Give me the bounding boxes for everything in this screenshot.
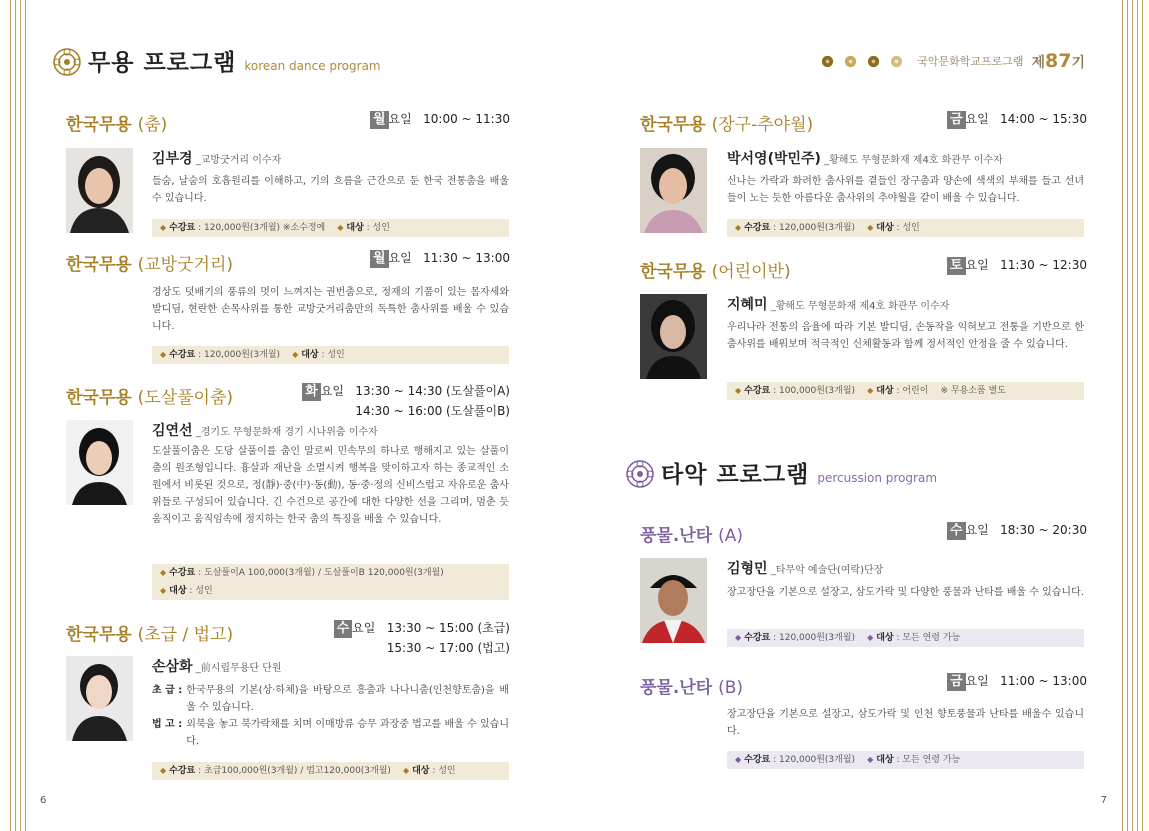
course-title: 한국무용 (춤) <box>66 115 168 135</box>
teacher-name: 김연선 _경기도 무형문화재 경기 시나위춤 이수자 <box>152 423 378 439</box>
section-title: 타악 프로그램 <box>661 462 810 488</box>
course-schedule: 토 요일 11:30 ~ 12:30 <box>947 255 1087 275</box>
teacher-photo <box>640 294 707 379</box>
fee-box: ◆ 수강료 : 초급100,000원(3개월) / 법고120,000(3개월) ◆ 대상 : 성인 <box>152 762 509 780</box>
right-page <box>595 0 1107 831</box>
day-badge: 월 <box>370 111 389 129</box>
teacher-photo <box>66 148 133 233</box>
course-title: 한국무용 (어린이반) <box>640 262 791 282</box>
lotus-icon <box>52 47 82 77</box>
fee-box: ◆ 수강료 : 120,000원(3개월) ※소수정예 ◆ 대상 : 성인 <box>152 219 509 237</box>
teacher-name: 지혜미 _황해도 무형문화재 제4호 화관무 이수자 <box>727 297 950 313</box>
fee-box: ◆ 수강료 : 100,000원(3개월) ◆ 대상 : 어린이 ※ 무용소품 별도 <box>727 382 1084 400</box>
fee-box: ◆ 수강료 : 120,000원(3개월) ◆ 대상 : 모든 연령 가능 <box>727 751 1084 769</box>
page-number-left: 6 <box>40 795 47 806</box>
course-description: 도살풀이춤은 도당 살풀이를 춤인 말로써 민속무의 하나로 행해지고 있는 살풀이춤의 원조형입니다. 흉살과 재난을 소멸시켜 행복을 맞이하고자 하는 종교적인 소원에서 비롯된 것으로, 정(靜)·중(中)·동(動), 동·중·정의 신비스럽고 자유로운 춤사위들로 구성되어 있습니다. 긴 수건으로 공간에 대한 다양한 선을 그리며, 멈춘 듯 움직이고 움직임속에 정지하는 한국 춤의 특징을 배울 수 있습니다. <box>152 446 509 525</box>
flower-icon <box>867 55 880 68</box>
left-page <box>38 0 558 831</box>
day-badge: 화 <box>302 383 321 401</box>
flower-icon <box>844 55 857 68</box>
percussion-section-header <box>625 456 937 489</box>
teacher-name: 박서영(박민주) _황해도 무형문화재 제4호 화관무 이수자 <box>727 151 1003 167</box>
fee-box: ◆ 수강료 : 120,000원(3개월) ◆ 대상 : 성인 <box>152 346 509 364</box>
teacher-photo <box>640 148 707 233</box>
course-description: 경상도 덧배기의 풍류의 멋이 느껴지는 권번춤으로, 정재의 기품이 있는 몸자세와 발디딤, 현란한 손목사위를 통한 교방굿거리춤만의 독특한 춤사위를 배울 수 있습니다. <box>152 287 509 332</box>
flower-icon <box>821 55 834 68</box>
day-badge: 토 <box>947 257 966 275</box>
course-title: 한국무용 (장구-추야월) <box>640 115 814 135</box>
course-description: 신나는 가락과 화려한 춤사위를 곁들인 장구춤과 양손에 색색의 부채를 들고 선녀들이 노는 듯한 아름다운 춤사위의 추야월을 같이 배울 수 있습니다. <box>727 176 1084 204</box>
program-header <box>821 50 1085 72</box>
teacher-photo <box>66 420 133 505</box>
school-name: 국악문화학교프로그램 <box>917 55 1024 68</box>
teacher-photo <box>66 656 133 741</box>
course-schedule: 월 요일 11:30 ~ 13:00 <box>370 248 510 268</box>
section-title: 무용 프로그램 <box>88 50 237 76</box>
course-description: 들숨, 날숨의 호흡원리를 이해하고, 기의 흐름을 근간으로 둔 한국 전통춤을 배울 수 있습니다. <box>152 176 509 204</box>
day-badge: 월 <box>370 250 389 268</box>
teacher-name: 김형민 _타무악 예술단(여락)단장 <box>727 561 884 577</box>
dance-section-header <box>52 44 381 77</box>
course-schedule: 수 요일 18:30 ~ 20:30 <box>947 520 1087 540</box>
section-subtitle: korean dance program <box>244 59 381 73</box>
teacher-photo <box>640 558 707 643</box>
course-title: 한국무용 (도살풀이춤) <box>66 388 233 408</box>
fee-box: ◆ 수강료 : 120,000원(3개월) ◆ 대상 : 모든 연령 가능 <box>727 629 1084 647</box>
fee-box: ◆ 수강료 : 도살풀이A 100,000(3개월) / 도살풀이B 120,000원(3개월) ◆ 대상 : 성인 <box>152 564 509 600</box>
course-schedule: 금 요일 14:00 ~ 15:30 <box>947 109 1087 129</box>
lotus-icon <box>625 459 655 489</box>
course-schedule: 화 요일 13:30 ~ 14:30 (도살풀이A) 14:30 ~ 16:00 (도살풀이B) <box>302 381 510 421</box>
course-description: 장고장단을 기본으로 설장고, 삼도가락 및 다양한 풍물과 난타를 배울 수 있습니다. <box>727 587 1084 598</box>
ordinal: 제87기 <box>1031 50 1085 72</box>
day-badge: 금 <box>947 673 966 691</box>
course-title: 풍물.난타 (A) <box>640 526 743 546</box>
section-subtitle: percussion program <box>817 471 938 485</box>
flower-icon <box>890 55 903 68</box>
course-description: 장고장단을 기본으로 설장고, 삼도가락 및 인천 향토풍물과 난타를 배울수 있습니다. <box>727 709 1084 737</box>
course-title: 한국무용 (초급 / 법고) <box>66 625 234 645</box>
course-title: 풍물.난타 (B) <box>640 678 744 698</box>
fee-box: ◆ 수강료 : 120,000원(3개월) ◆ 대상 : 성인 <box>727 219 1084 237</box>
course-description: 초 급 : 한국무용의 기본(상·하체)을 바탕으로 흥춤과 나나니춤(인천향토춤)을 배울 수 있습니다. 법 고 : 외북을 놓고 북가락채를 치며 이매방류 승무 과장중 법고를 배울 수 있습니다. <box>152 685 509 747</box>
course-schedule: 금 요일 11:00 ~ 13:00 <box>947 671 1087 691</box>
course-title: 한국무용 (교방굿거리) <box>66 255 233 275</box>
day-badge: 수 <box>334 620 353 638</box>
teacher-name: 손삼화 _前시립무용단 단원 <box>152 659 282 675</box>
left-border-lines <box>0 0 30 831</box>
course-description: 우리나라 전통의 음율에 따라 기본 발디딤, 손동작을 익혀보고 전통을 기반으로 한 춤사위를 배워보며 적극적인 신체활동과 함께 정서적인 안정을 줄 수 있습니다. <box>727 322 1084 350</box>
teacher-name: 김부경 _교방굿거리 이수자 <box>152 151 282 167</box>
page-number-right: 7 <box>1100 795 1107 806</box>
day-badge: 수 <box>947 522 966 540</box>
course-schedule: 수 요일 13:30 ~ 15:00 (초급) 15:30 ~ 17:00 (법고) <box>334 618 510 658</box>
course-schedule: 월 요일 10:00 ~ 11:30 <box>370 109 510 129</box>
day-badge: 금 <box>947 111 966 129</box>
right-border-lines <box>1119 0 1149 831</box>
